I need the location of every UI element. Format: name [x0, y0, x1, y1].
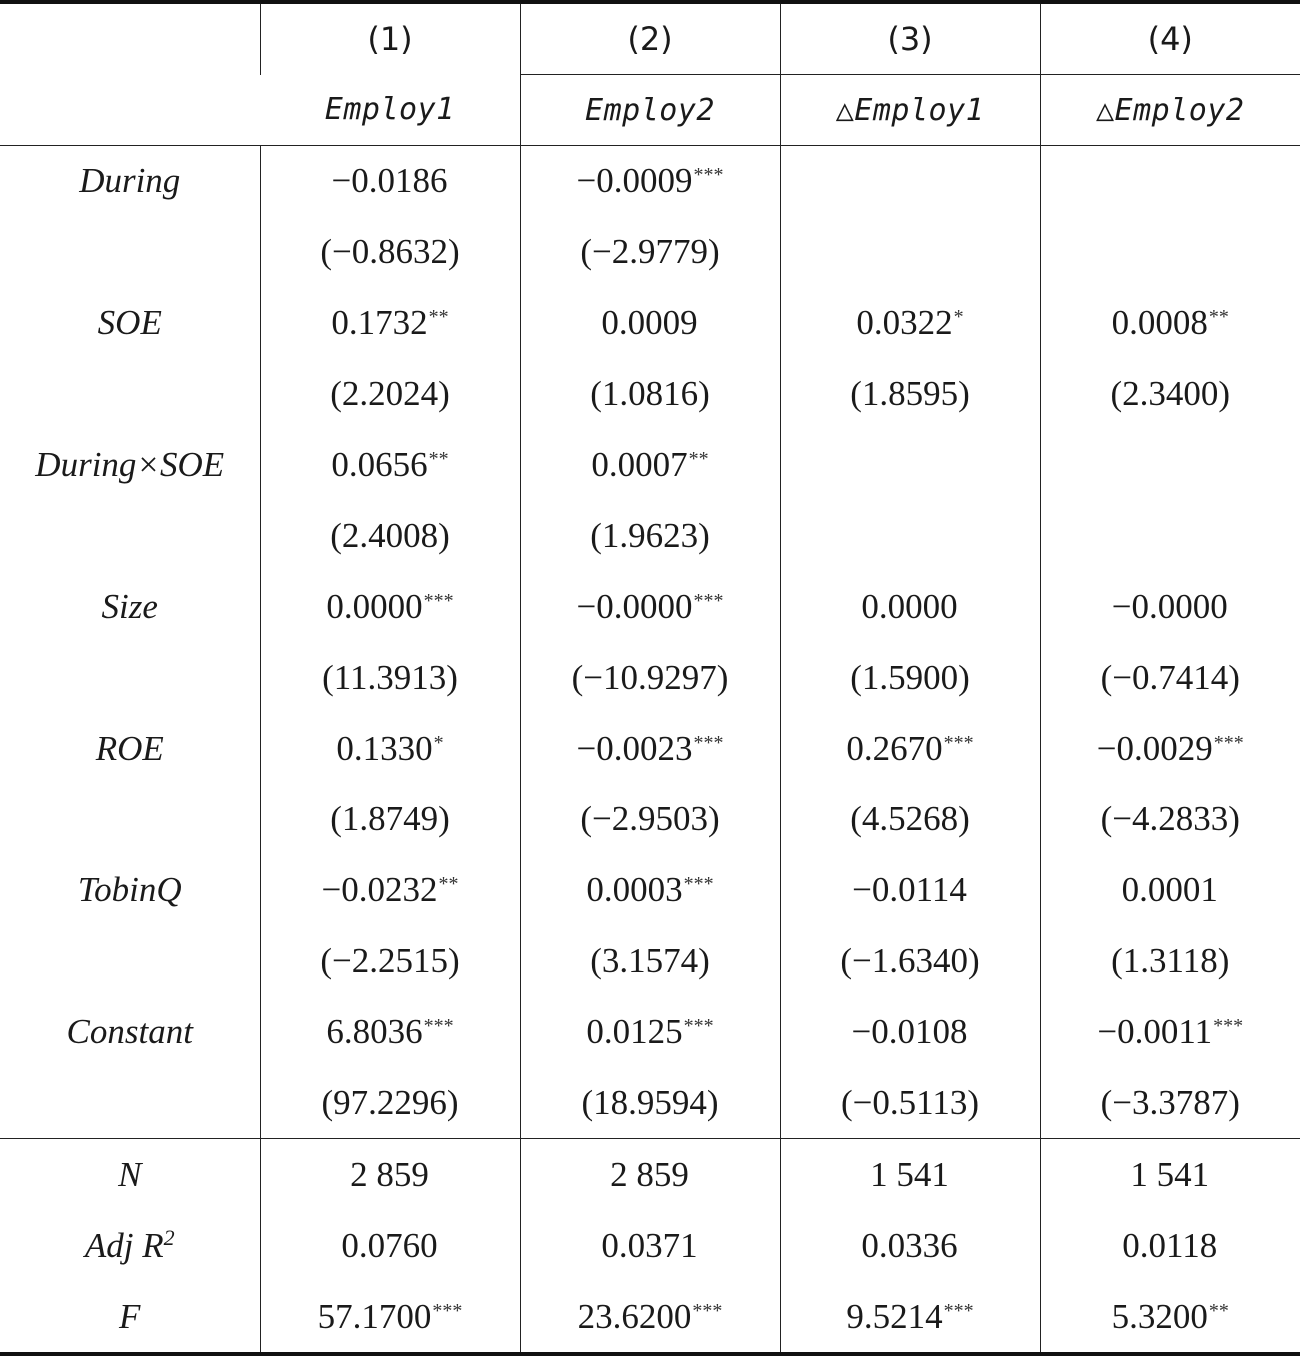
significance-stars: **	[688, 448, 709, 470]
column-variable: Employ1	[324, 92, 455, 128]
coef-cell	[780, 571, 1040, 642]
tstat-stub	[0, 217, 260, 288]
coef-cell	[520, 997, 780, 1068]
significance-stars: **	[428, 448, 449, 470]
coef-cell	[1040, 288, 1300, 359]
coef-value: 0.0125	[586, 1012, 683, 1052]
coef-cell	[520, 430, 780, 501]
stat-cell	[780, 1210, 1040, 1281]
coef-row	[0, 288, 1300, 359]
coef-value: 0.1330	[336, 728, 433, 768]
tstat-cell: (2.3400)	[1040, 359, 1300, 430]
stat-cell	[780, 1139, 1040, 1210]
significance-stars: ***	[943, 1299, 974, 1322]
variable-name: During×SOE	[35, 445, 225, 484]
significance-stars: ***	[683, 1015, 714, 1038]
tstat-stub	[0, 642, 260, 713]
stat-value: 9.5214	[846, 1296, 943, 1336]
coef-value: 0.0001	[1121, 870, 1218, 910]
stat-value: 1 541	[870, 1154, 949, 1194]
stat-cell	[780, 1281, 1040, 1354]
tstat-cell: (1.0816)	[520, 359, 780, 430]
tstat-cell: (1.8595)	[780, 359, 1040, 430]
significance-stars: ***	[432, 1299, 463, 1322]
tstat-cell: (1.5900)	[780, 642, 1040, 713]
variable-name: ROE	[95, 728, 164, 768]
significance-stars: ***	[693, 589, 724, 612]
coef-row	[0, 430, 1300, 501]
tstat-cell	[1040, 500, 1300, 571]
coef-value: 0.0000	[861, 586, 958, 626]
column-variable: Employ2	[520, 75, 780, 146]
coef-cell	[780, 855, 1040, 926]
coef-cell	[520, 571, 780, 642]
coef-value: −0.0108	[851, 1012, 968, 1052]
tstat-cell	[780, 500, 1040, 571]
coef-cell	[780, 146, 1040, 217]
coef-value: −0.0186	[331, 161, 448, 201]
tstat-cell: (1.3118)	[1040, 926, 1300, 997]
tstat-cell: (4.5268)	[780, 784, 1040, 855]
significance-stars: **	[1208, 306, 1229, 329]
tstat-stub	[0, 500, 260, 571]
tstat-cell: (−10.9297)	[520, 642, 780, 713]
coef-row	[0, 571, 1300, 642]
column-variable: △Employ1	[780, 75, 1040, 146]
coef-cell	[1040, 571, 1300, 642]
coef-value: 6.8036	[326, 1012, 423, 1052]
tstat-row	[0, 359, 1300, 430]
stat-row	[0, 1210, 1300, 1281]
stat-label	[0, 1139, 260, 1210]
coef-cell	[520, 146, 780, 217]
tstat-row	[0, 1068, 1300, 1139]
stat-cell	[260, 1139, 520, 1210]
coef-cell	[520, 288, 780, 359]
coef-value: −0.0009	[576, 161, 693, 201]
stat-label-text: F	[119, 1297, 141, 1337]
significance-stars: *	[953, 306, 964, 329]
tstat-cell: (−3.3787)	[1040, 1068, 1300, 1139]
column-number: (2)	[520, 2, 780, 75]
stat-value: 2 859	[350, 1154, 429, 1194]
significance-stars: ***	[692, 1299, 723, 1322]
tstat-stub	[0, 359, 260, 430]
stat-value: 5.3200	[1111, 1296, 1208, 1336]
stat-row	[0, 1139, 1300, 1210]
tstat-cell: (−0.5113)	[780, 1068, 1040, 1139]
coef-cell	[1040, 713, 1300, 784]
column-number: (1)	[260, 2, 520, 75]
stat-cell	[1040, 1210, 1300, 1281]
coef-cell	[1040, 146, 1300, 217]
tstat-cell	[1040, 217, 1300, 288]
coef-value: 0.0656	[331, 445, 428, 484]
tstat-cell: (−4.2833)	[1040, 784, 1300, 855]
tstat-stub	[0, 1068, 260, 1139]
significance-stars: **	[438, 873, 459, 896]
coef-row	[0, 713, 1300, 784]
stat-cell	[260, 1281, 520, 1354]
column-number: (3)	[780, 2, 1040, 75]
variable-name: Constant	[66, 1012, 193, 1052]
coef-cell	[780, 288, 1040, 359]
significance-stars: ***	[423, 589, 454, 612]
tstat-row	[0, 217, 1300, 288]
coef-cell	[780, 713, 1040, 784]
significance-stars: ***	[423, 1015, 454, 1038]
significance-stars: ***	[1213, 731, 1244, 754]
significance-stars: **	[428, 306, 449, 329]
coef-cell	[260, 713, 520, 784]
coef-value: −0.0114	[852, 870, 967, 910]
variable-name: Size	[101, 586, 158, 626]
coef-value: 0.0007	[591, 445, 688, 484]
coef-cell	[260, 855, 520, 926]
stat-value: 0.0371	[601, 1225, 698, 1265]
coef-value: 0.2670	[846, 728, 943, 768]
coef-cell	[520, 855, 780, 926]
variable-name: TobinQ	[77, 870, 182, 910]
coef-cell	[260, 997, 520, 1068]
stat-cell	[520, 1281, 780, 1354]
coef-value: −0.0023	[576, 728, 693, 768]
tstat-stub	[0, 784, 260, 855]
significance-stars: ***	[943, 731, 974, 754]
stat-label-superscript: 2	[163, 1225, 175, 1251]
coef-value: 0.0008	[1111, 303, 1208, 343]
stat-label	[0, 1281, 260, 1354]
stat-value: 0.0336	[861, 1225, 958, 1265]
tstat-cell	[780, 217, 1040, 288]
coef-value: −0.0000	[576, 586, 693, 626]
coef-cell	[260, 146, 520, 217]
tstat-row	[0, 784, 1300, 855]
coef-cell	[520, 713, 780, 784]
tstat-row	[0, 500, 1300, 571]
coef-value: 0.0003	[586, 870, 683, 910]
coef-value: −0.0029	[1096, 728, 1213, 768]
coef-cell	[780, 430, 1040, 501]
coef-value: −0.0000	[1111, 586, 1228, 626]
significance-stars: **	[1208, 1299, 1229, 1322]
header-row-numbers	[0, 2, 1300, 75]
tstat-cell: (18.9594)	[520, 1068, 780, 1139]
stat-cell	[1040, 1139, 1300, 1210]
stat-cell	[260, 1210, 520, 1281]
significance-stars: *	[433, 731, 444, 754]
header-stub	[0, 2, 260, 146]
coef-value: 0.1732	[331, 303, 428, 343]
coef-cell	[260, 430, 520, 501]
tstat-cell: (3.1574)	[520, 926, 780, 997]
significance-stars: ***	[1213, 1015, 1244, 1038]
column-variable: △Employ2	[1040, 75, 1300, 146]
stat-label	[0, 1210, 260, 1281]
coef-cell	[260, 288, 520, 359]
tstat-cell: (11.3913)	[260, 642, 520, 713]
variable-name: SOE	[97, 303, 162, 343]
stat-value: 2 859	[610, 1154, 689, 1194]
stat-value: 57.1700	[317, 1296, 432, 1336]
tstat-cell: (−0.7414)	[1040, 642, 1300, 713]
significance-stars: ***	[683, 873, 714, 896]
tstat-cell: (2.2024)	[260, 359, 520, 430]
coef-cell	[780, 997, 1040, 1068]
stat-value: 1 541	[1130, 1154, 1210, 1194]
stat-label-text: Adj R	[84, 1226, 164, 1266]
coef-row	[0, 997, 1300, 1068]
coef-cell	[1040, 855, 1300, 926]
tstat-cell: (97.2296)	[260, 1068, 520, 1139]
coef-row	[0, 146, 1300, 217]
coef-value: −0.0011	[1097, 1012, 1213, 1052]
stat-label-text: N	[118, 1155, 142, 1195]
coef-value: 0.0322	[856, 303, 953, 343]
column-number: (4)	[1040, 2, 1300, 75]
stat-cell	[1040, 1281, 1300, 1354]
variable-name: During	[0, 146, 260, 217]
tstat-cell: (−1.6340)	[780, 926, 1040, 997]
stat-row	[0, 1281, 1300, 1354]
tstat-row	[0, 926, 1300, 997]
tstat-cell: (−0.8632)	[260, 217, 520, 288]
stat-value: 0.0760	[341, 1225, 438, 1265]
coef-row	[0, 855, 1300, 926]
coef-value: −0.0232	[321, 870, 438, 910]
tstat-cell: (−2.9779)	[520, 217, 780, 288]
coef-cell	[1040, 430, 1300, 501]
tstat-row	[0, 642, 1300, 713]
stat-cell	[520, 1139, 780, 1210]
tstat-cell: (2.4008)	[260, 500, 520, 571]
tstat-cell: (1.8749)	[260, 784, 520, 855]
coef-cell	[1040, 997, 1300, 1068]
significance-stars: ***	[693, 164, 724, 187]
tstat-stub	[0, 926, 260, 997]
tstat-cell: (−2.9503)	[520, 784, 780, 855]
stat-value: 23.6200	[577, 1296, 692, 1336]
significance-stars: ***	[693, 731, 724, 754]
tstat-cell: (1.9623)	[520, 500, 780, 571]
tstat-cell: (−2.2515)	[260, 926, 520, 997]
stat-value: 0.0118	[1122, 1225, 1218, 1265]
coef-value: 0.0009	[601, 303, 698, 343]
coef-cell	[260, 571, 520, 642]
coef-value: 0.0000	[326, 586, 423, 626]
stat-cell	[520, 1210, 780, 1281]
